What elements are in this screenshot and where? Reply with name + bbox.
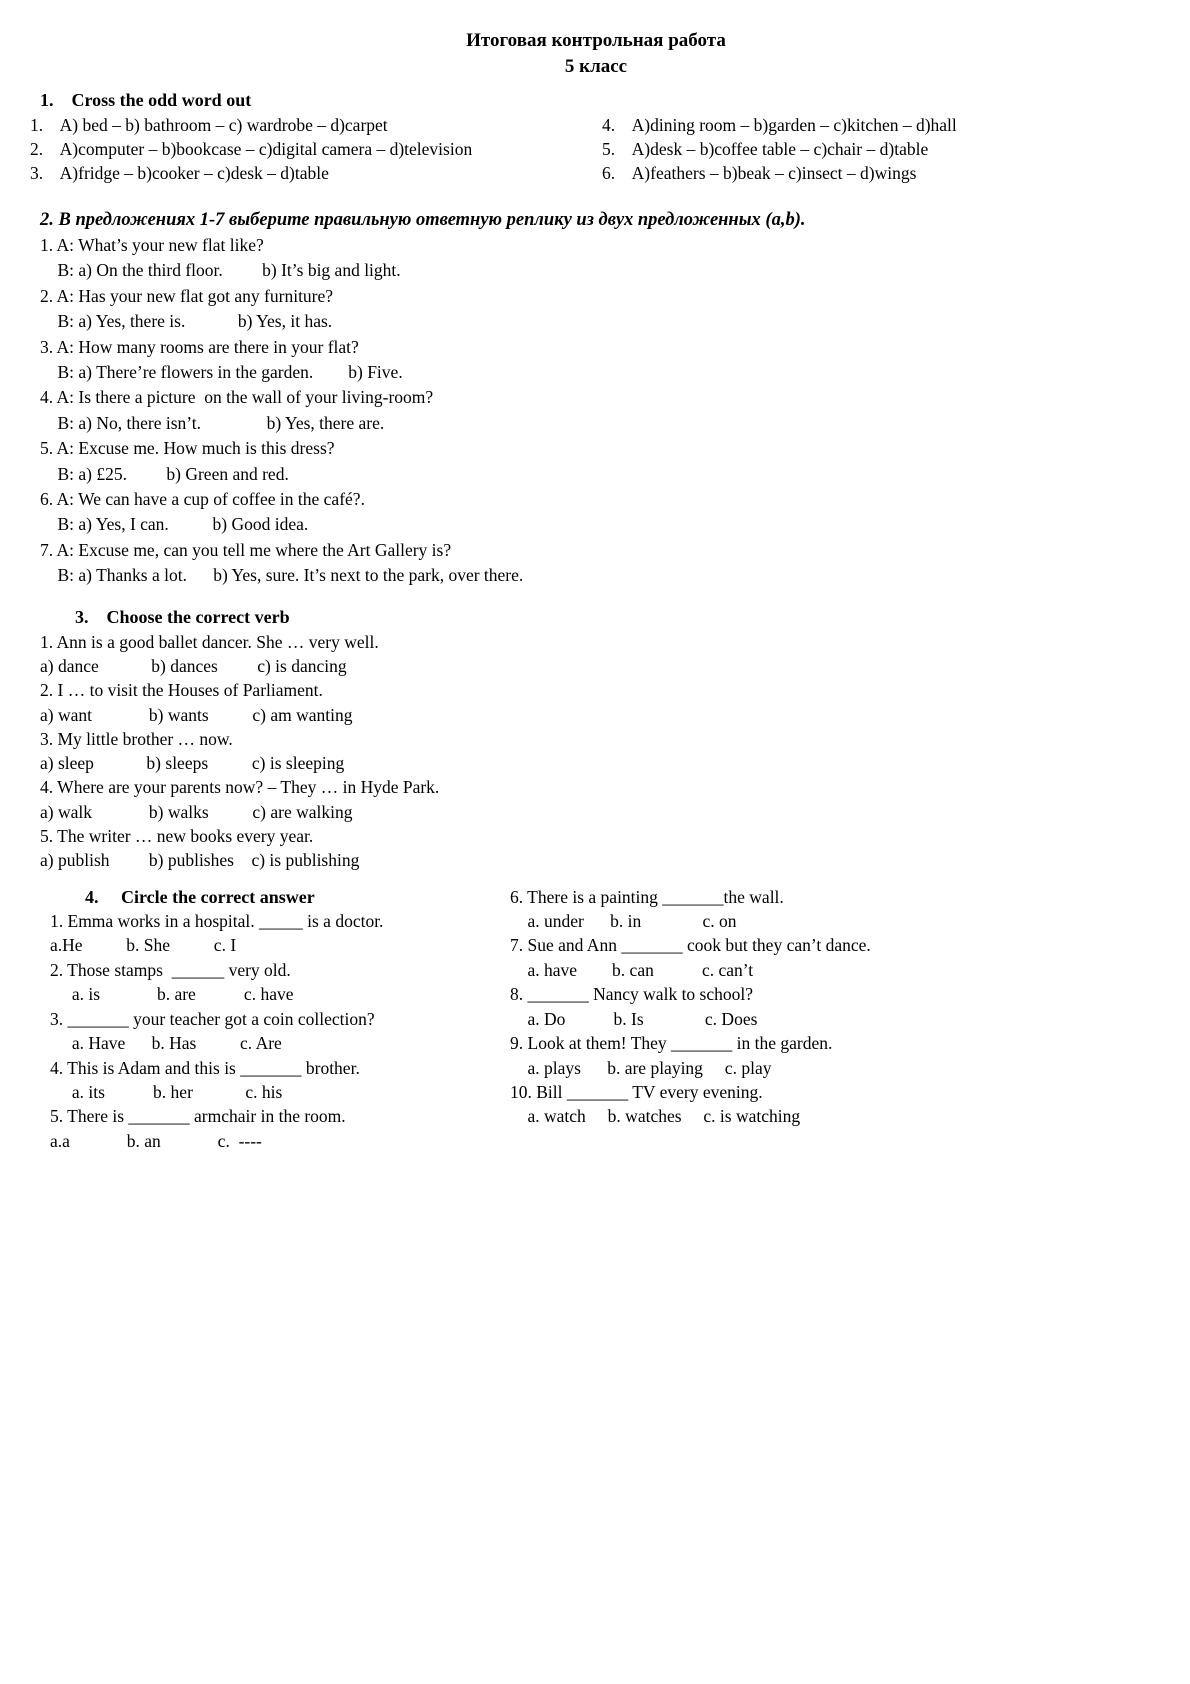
section1-item: 4. A)dining room – b)garden – c)kitchen – d)hall <box>602 115 957 135</box>
section2-question: 4. A: Is there a picture on the wall of your living-room? <box>40 387 434 408</box>
section1-item: 1. A) bed – b) bathroom – c) wardrobe – d)carpet <box>30 115 388 135</box>
section4-options: a.He b. She c. I <box>50 935 237 956</box>
section2-question: 5. A: Excuse me. How much is this dress? <box>40 438 335 459</box>
section4-question: 3. _______ your teacher got a coin collection? <box>50 1008 375 1029</box>
section3-options: a) want b) wants c) am wanting <box>40 704 353 725</box>
section1-item: 3. A)fridge – b)cooker – c)desk – d)table <box>30 163 329 183</box>
section4-options: a. is b. are c. have <box>50 984 294 1005</box>
section4-question: 8. _______ Nancy walk to school? <box>510 984 754 1005</box>
section3-question: 1. Ann is a good ballet dancer. She … very well. <box>40 631 379 652</box>
section3-options: a) sleep b) sleeps c) is sleeping <box>40 753 345 774</box>
section4-heading: 4. Circle the correct answer <box>85 886 315 907</box>
section4-question: 9. Look at them! They _______ in the garden. <box>510 1033 833 1054</box>
section2-answer: B: a) Yes, I can. b) Good idea. <box>40 514 309 535</box>
section2-question: 1. A: What’s your new flat like? <box>40 235 264 255</box>
section2-items <box>30 233 1162 589</box>
section4-options: a. watch b. watches c. is watching <box>510 1106 801 1127</box>
section4 <box>30 885 1162 1153</box>
section2-answer: B: a) £25. b) Green and red. <box>40 463 289 484</box>
section1-left-column <box>30 113 602 185</box>
section4-question: 7. Sue and Ann _______ cook but they can’t dance. <box>510 935 871 956</box>
section2-answer: B: a) There’re flowers in the garden. b) Five. <box>40 362 403 383</box>
section2-question: 2. A: Has your new flat got any furniture? <box>40 285 334 306</box>
section4-question: 2. Those stamps ______ very old. <box>50 959 291 980</box>
section3-items <box>30 630 1162 873</box>
section1-item: 6. A)feathers – b)beak – c)insect – d)wings <box>602 163 917 183</box>
section4-options: a. have b. can c. can’t <box>510 959 754 980</box>
section4-options: a.a b. an c. ---- <box>50 1130 262 1151</box>
section4-options: a. plays b. are playing c. play <box>510 1057 772 1078</box>
section2-question: 7. A: Excuse me, can you tell me where the Art Gallery is? <box>40 539 452 560</box>
section2-question: 3. A: How many rooms are there in your flat? <box>40 336 359 357</box>
section4-right-column <box>510 885 1162 1153</box>
section4-options: a. under b. in c. on <box>510 911 737 932</box>
section4-options: a. its b. her c. his <box>50 1081 283 1102</box>
section4-options: a. Have b. Has c. Are <box>50 1033 282 1054</box>
section1-heading: 1. Cross the odd word out <box>40 90 252 110</box>
section2-question: 6. A: We can have a cup of coffee in the café?. <box>40 489 365 510</box>
doc-subtitle: 5 класс <box>564 56 628 77</box>
section4-options: a. Do b. Is c. Does <box>510 1008 758 1029</box>
doc-title: Итоговая контрольная работа <box>466 30 726 51</box>
section3-question: 5. The writer … new books every year. <box>40 826 314 847</box>
section4-question: 6. There is a painting _______the wall. <box>510 886 784 907</box>
section3-options: a) publish b) publishes c) is publishing <box>40 850 360 871</box>
section1-items <box>30 113 1162 185</box>
section2-answer: B: a) No, there isn’t. b) Yes, there are. <box>40 412 385 433</box>
section3-question: 3. My little brother … now. <box>40 728 233 749</box>
section1-right-column <box>602 113 1162 185</box>
section3-options: a) walk b) walks c) are walking <box>40 801 353 822</box>
section4-left-column <box>30 885 510 1153</box>
section3-heading: 3. Choose the correct verb <box>75 606 290 627</box>
section1-item: 2. A)computer – b)bookcase – c)digital camera – d)television <box>30 139 473 159</box>
section2-answer: B: a) Thanks a lot. b) Yes, sure. It’s next to the park, over there. <box>40 565 524 586</box>
section4-question: 1. Emma works in a hospital. _____ is a doctor. <box>50 911 384 932</box>
section3-question: 2. I … to visit the Houses of Parliament. <box>40 680 323 701</box>
section4-question: 5. There is _______ armchair in the room. <box>50 1106 346 1127</box>
section4-question: 10. Bill _______ TV every evening. <box>510 1081 763 1102</box>
section1-item: 5. A)desk – b)coffee table – c)chair – d)table <box>602 139 929 159</box>
section2-answer: B: a) Yes, there is. b) Yes, it has. <box>40 311 333 332</box>
section2-heading: 2. В предложениях 1-7 выберите правильную ответную реплику из двух предложенных (a,b). <box>40 210 806 230</box>
section4-question: 4. This is Adam and this is _______ brother. <box>50 1057 360 1078</box>
section3-options: a) dance b) dances c) is dancing <box>40 655 347 676</box>
section2-answer: B: a) On the third floor. b) It’s big and light. <box>40 260 401 281</box>
section3-question: 4. Where are your parents now? – They … in Hyde Park. <box>40 777 440 798</box>
